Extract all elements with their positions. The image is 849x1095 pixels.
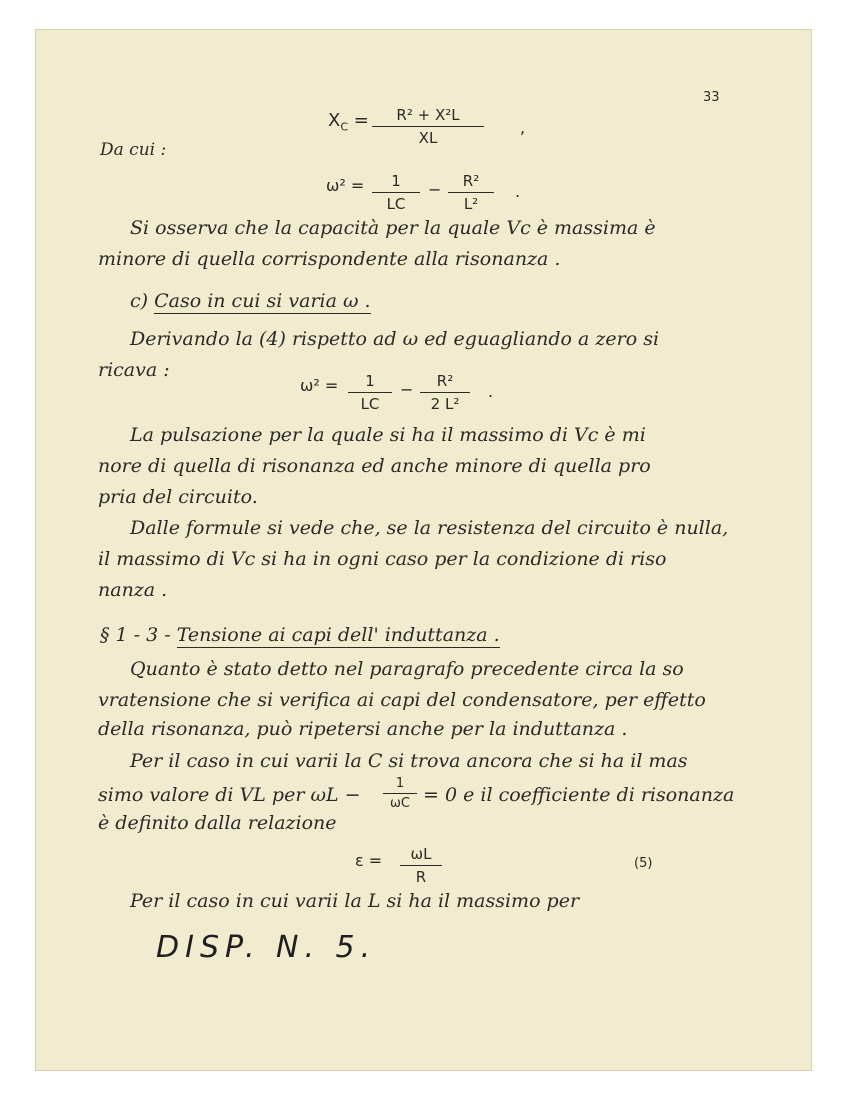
eq-xc-denominator: XL [418,129,438,147]
para4-line3: nanza . [98,579,168,601]
eq5-label: (5) [634,856,653,871]
para6-line3: è definito dalla relazione [98,812,337,834]
para2-line1: Derivando la (4) rispetto ad ω ed eguagliando a zero si [130,328,660,350]
eq-w2-f2-den: 2 L² [430,395,460,413]
para3-line1: La pulsazione per la quale si ha il massimo di Vc è mi [130,424,646,446]
para6-line2a: simo valore di VL per ωL − [98,784,361,806]
eq-w1-f2-num: R² [448,172,494,193]
eq-w2-fraction-2 [420,372,470,413]
section-c-heading [130,290,371,312]
para3-line3: pria del circuito. [98,486,258,508]
eq-w1-f2-den: L² [463,195,479,213]
para6-frac-num: 1 [383,776,417,794]
eq-w1-fraction-1 [372,172,420,213]
para6-line1: Per il caso in cui varii la C si trova ancora che si ha il mas [130,750,688,772]
eq-w2-fraction-1 [348,372,392,413]
eq-w1-minus: − [428,180,442,199]
para2-line2: ricava : [98,359,170,381]
eq-xc-fraction [372,106,484,147]
eq5-den: R [415,868,427,886]
eq-w2-f1-den: LC [360,395,380,413]
para4-line1: Dalle formule si vede che, se la resistenza del circuito è nulla, [130,517,729,539]
eq-w1-period: . [515,182,521,201]
para6-frac-den: ωC [390,796,410,811]
section-13-label: § 1 - 3 - [100,624,171,646]
page-number: 33 [703,90,720,105]
eq-w2-period: . [488,382,494,401]
para5-line3: della risonanza, può ripetersi anche per la induttanza . [98,718,628,740]
eq5-lhs: ε = [355,851,383,870]
eq5-fraction [400,845,442,886]
para7-line1: Per il caso in cui varii la L si ha il massimo per [130,890,580,912]
eq-w1-f1-num: 1 [372,172,420,193]
eq-w2-minus: − [400,380,414,399]
para4-line2: il massimo di Vc si ha in ogni caso per la condizione di riso [98,548,667,570]
eq-w1-lhs: ω² = [326,176,365,195]
eq-w2-lhs: ω² = [300,376,339,395]
eq-xc-lhs-sub: C [340,120,349,134]
eq-w1-f1-den: LC [386,195,406,213]
para6-line2b: = 0 e il coefficiente di risonanza [423,784,735,806]
para5-line2: vratensione che si verifica ai capi del condensatore, per effetto [98,689,706,711]
eq-w2-f2-num: R² [420,372,470,393]
line-da-cui: Da cui : [100,140,167,160]
eq-w1-fraction-2 [448,172,494,213]
section-c-label: c) [130,290,149,312]
section-13-heading [100,624,500,646]
eq5-num: ωL [400,845,442,866]
section-13-title: Tensione ai capi dell' induttanza . [176,624,500,646]
eq-xc-comma: , [520,118,526,137]
eq-xc-numerator: R² + X²L [372,106,484,127]
para6-fraction [383,776,417,811]
eq-w2-f1-num: 1 [348,372,392,393]
para1-line1: Si osserva che la capacità per la quale Vc è massima è [130,217,656,239]
eq-xc-lhs-symbol: X [328,110,341,131]
para3-line2: nore di quella di risonanza ed anche minore di quella pro [98,455,651,477]
section-c-title: Caso in cui si varia ω . [154,290,371,312]
para1-line2: minore di quella corrispondente alla risonanza . [98,248,561,270]
footer-disp: DISP. N. 5. [156,930,377,965]
para5-line1: Quanto è stato detto nel paragrafo precedente circa la so [130,658,684,680]
eq-xc-lhs: $X_C$ = [328,110,369,134]
